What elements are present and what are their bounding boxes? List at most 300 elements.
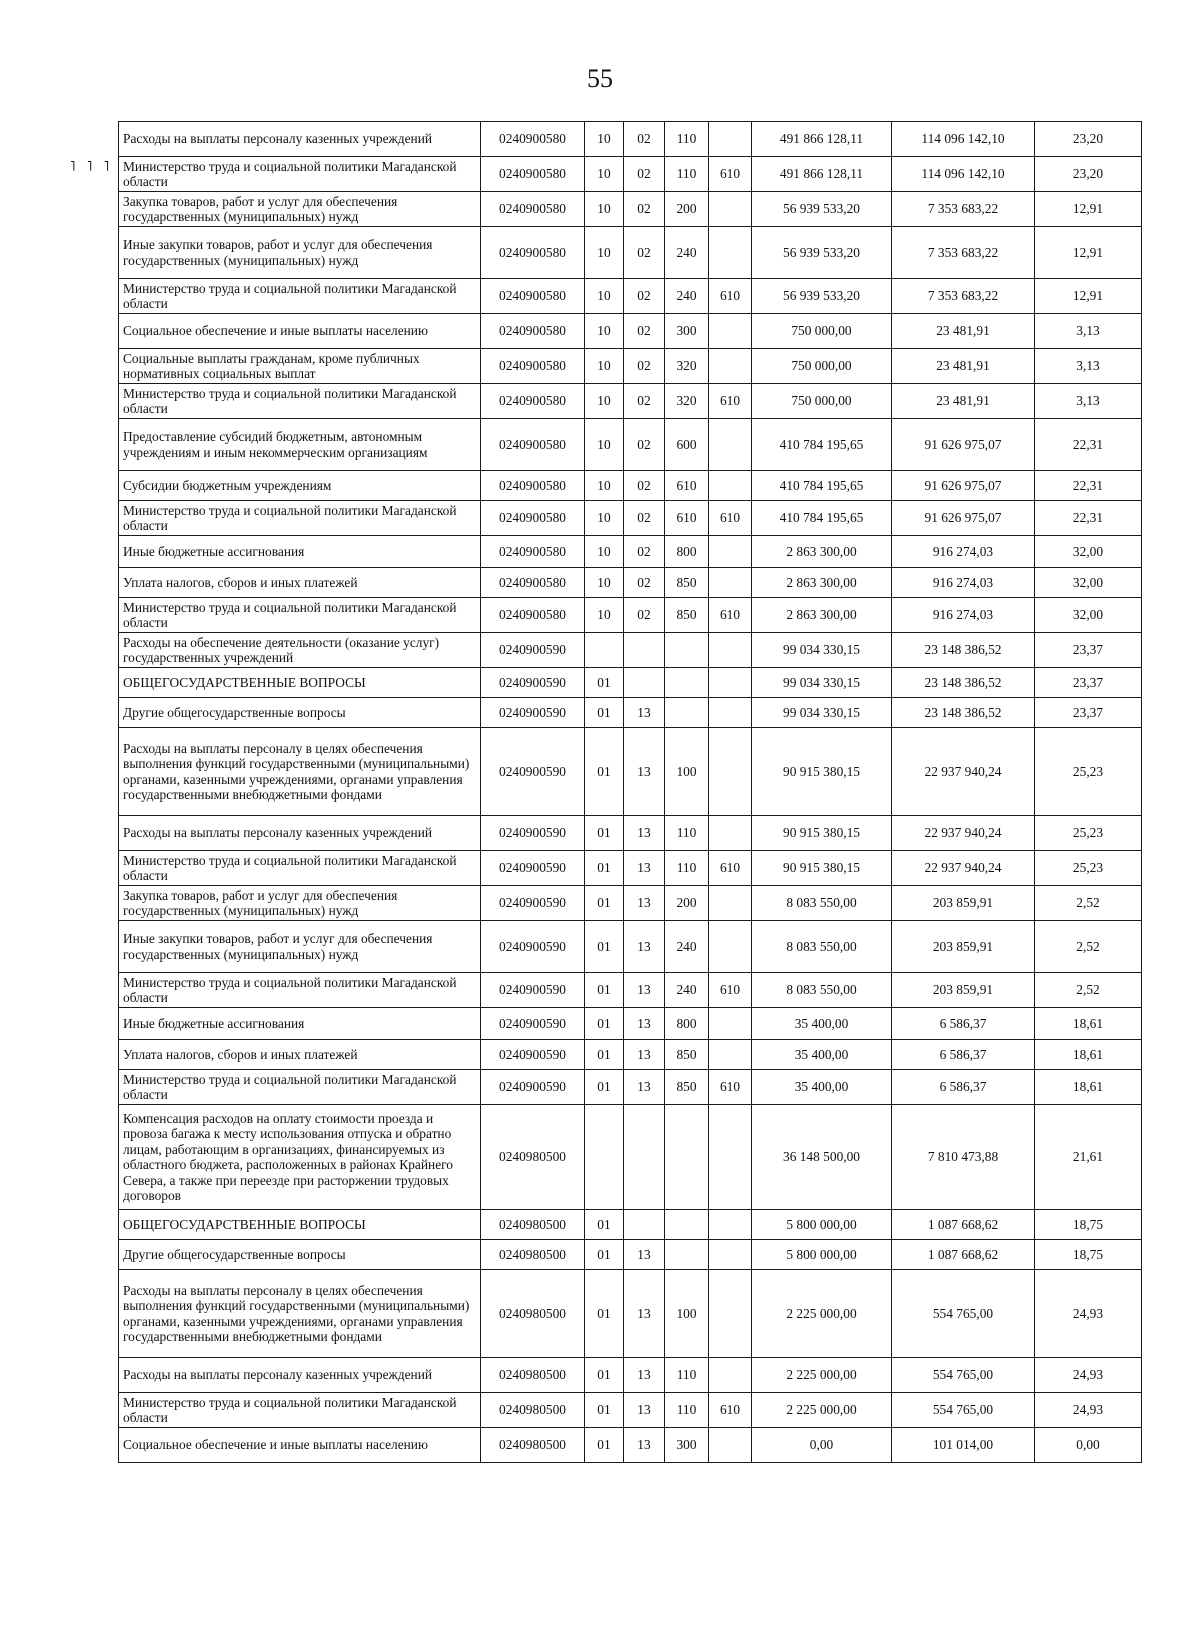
row-fact: 7 353 683,22 — [892, 192, 1035, 227]
row-name: Предоставление субсидий бюджетным, автономным учреждениям и иным некоммерческим организациям — [119, 419, 481, 471]
row-grbs: 610 — [709, 279, 752, 314]
row-section: 10 — [585, 471, 624, 501]
row-expense-type — [665, 668, 709, 698]
row-fact: 23 148 386,52 — [892, 698, 1035, 728]
row-section — [585, 1105, 624, 1210]
row-name: Иные закупки товаров, работ и услуг для обеспечения государственных (муниципальных) нужд — [119, 921, 481, 973]
table-row — [119, 1358, 1142, 1393]
row-name: Иные бюджетные ассигнования — [119, 536, 481, 568]
row-grbs — [709, 1270, 752, 1358]
row-section: 01 — [585, 816, 624, 851]
row-code: 0240900580 — [481, 192, 585, 227]
row-fact: 7 353 683,22 — [892, 279, 1035, 314]
row-code: 0240980500 — [481, 1358, 585, 1393]
row-plan: 35 400,00 — [752, 1070, 892, 1105]
row-section: 10 — [585, 227, 624, 279]
row-section: 01 — [585, 851, 624, 886]
row-code: 0240900580 — [481, 568, 585, 598]
row-fact: 554 765,00 — [892, 1358, 1035, 1393]
row-code: 0240900580 — [481, 349, 585, 384]
row-fact: 203 859,91 — [892, 973, 1035, 1008]
row-plan: 56 939 533,20 — [752, 192, 892, 227]
table-row — [119, 568, 1142, 598]
table-row — [119, 1105, 1142, 1210]
row-grbs — [709, 1040, 752, 1070]
table-row — [119, 1008, 1142, 1040]
row-subsection: 02 — [624, 501, 665, 536]
row-plan: 750 000,00 — [752, 349, 892, 384]
table-row — [119, 598, 1142, 633]
row-plan: 8 083 550,00 — [752, 886, 892, 921]
row-expense-type: 800 — [665, 1008, 709, 1040]
row-fact: 23 148 386,52 — [892, 633, 1035, 668]
row-fact: 6 586,37 — [892, 1070, 1035, 1105]
table-row — [119, 122, 1142, 157]
row-percent: 2,52 — [1035, 886, 1142, 921]
row-grbs: 610 — [709, 1070, 752, 1105]
table-row — [119, 192, 1142, 227]
row-code: 0240900580 — [481, 598, 585, 633]
row-percent: 24,93 — [1035, 1270, 1142, 1358]
table-row — [119, 973, 1142, 1008]
row-expense-type: 240 — [665, 279, 709, 314]
row-fact: 203 859,91 — [892, 886, 1035, 921]
row-code: 0240900590 — [481, 921, 585, 973]
row-fact: 22 937 940,24 — [892, 816, 1035, 851]
row-section: 01 — [585, 886, 624, 921]
row-name: Уплата налогов, сборов и иных платежей — [119, 568, 481, 598]
row-plan: 491 866 128,11 — [752, 122, 892, 157]
row-grbs: 610 — [709, 501, 752, 536]
row-grbs — [709, 1428, 752, 1463]
row-code: 0240900590 — [481, 698, 585, 728]
row-section: 01 — [585, 1393, 624, 1428]
row-plan: 90 915 380,15 — [752, 851, 892, 886]
row-section: 10 — [585, 157, 624, 192]
row-code: 0240980500 — [481, 1428, 585, 1463]
row-expense-type: 240 — [665, 227, 709, 279]
row-name: Министерство труда и социальной политики Магаданской области — [119, 1070, 481, 1105]
row-plan: 35 400,00 — [752, 1040, 892, 1070]
row-percent: 12,91 — [1035, 192, 1142, 227]
row-fact: 916 274,03 — [892, 598, 1035, 633]
row-subsection: 13 — [624, 851, 665, 886]
row-grbs — [709, 349, 752, 384]
row-grbs: 610 — [709, 851, 752, 886]
row-fact: 91 626 975,07 — [892, 419, 1035, 471]
row-section: 01 — [585, 1210, 624, 1240]
row-fact: 7 810 473,88 — [892, 1105, 1035, 1210]
row-grbs — [709, 568, 752, 598]
row-name: Расходы на выплаты персоналу в целях обеспечения выполнения функций государственными (муниципальными) органами, казенными учреждениями, органами управления государственными внебюджетными фондами — [119, 1270, 481, 1358]
row-expense-type — [665, 1105, 709, 1210]
row-plan: 99 034 330,15 — [752, 698, 892, 728]
row-plan: 750 000,00 — [752, 314, 892, 349]
row-expense-type — [665, 1240, 709, 1270]
row-grbs — [709, 536, 752, 568]
row-section: 10 — [585, 598, 624, 633]
row-expense-type: 110 — [665, 122, 709, 157]
row-subsection: 13 — [624, 728, 665, 816]
row-percent: 25,23 — [1035, 728, 1142, 816]
row-grbs — [709, 192, 752, 227]
row-fact: 916 274,03 — [892, 536, 1035, 568]
row-subsection: 13 — [624, 698, 665, 728]
table-row — [119, 384, 1142, 419]
row-section — [585, 633, 624, 668]
row-subsection — [624, 668, 665, 698]
row-plan: 2 225 000,00 — [752, 1393, 892, 1428]
row-plan: 90 915 380,15 — [752, 816, 892, 851]
row-section: 10 — [585, 349, 624, 384]
row-name: Иные бюджетные ассигнования — [119, 1008, 481, 1040]
row-plan: 5 800 000,00 — [752, 1240, 892, 1270]
row-expense-type: 300 — [665, 1428, 709, 1463]
row-code: 0240900590 — [481, 851, 585, 886]
row-expense-type: 200 — [665, 192, 709, 227]
row-plan: 90 915 380,15 — [752, 728, 892, 816]
row-percent: 22,31 — [1035, 471, 1142, 501]
row-code: 0240900590 — [481, 1008, 585, 1040]
table-row — [119, 851, 1142, 886]
row-subsection: 02 — [624, 349, 665, 384]
row-code: 0240900590 — [481, 728, 585, 816]
row-fact: 1 087 668,62 — [892, 1210, 1035, 1240]
row-code: 0240900580 — [481, 501, 585, 536]
row-section: 01 — [585, 921, 624, 973]
row-expense-type: 600 — [665, 419, 709, 471]
row-fact: 7 353 683,22 — [892, 227, 1035, 279]
row-subsection: 02 — [624, 279, 665, 314]
row-section: 01 — [585, 1008, 624, 1040]
row-name: Социальные выплаты гражданам, кроме публичных нормативных социальных выплат — [119, 349, 481, 384]
table-row — [119, 536, 1142, 568]
row-code: 0240900590 — [481, 1070, 585, 1105]
row-plan: 36 148 500,00 — [752, 1105, 892, 1210]
row-section: 10 — [585, 384, 624, 419]
table-row — [119, 227, 1142, 279]
budget-table — [118, 121, 1142, 1463]
row-percent: 18,61 — [1035, 1008, 1142, 1040]
row-section: 01 — [585, 1040, 624, 1070]
table-row — [119, 349, 1142, 384]
row-grbs — [709, 314, 752, 349]
row-expense-type: 110 — [665, 157, 709, 192]
row-plan: 410 784 195,65 — [752, 471, 892, 501]
row-fact: 554 765,00 — [892, 1393, 1035, 1428]
row-grbs — [709, 698, 752, 728]
row-name: Министерство труда и социальной политики Магаданской области — [119, 157, 481, 192]
row-subsection: 13 — [624, 1240, 665, 1270]
row-name: Закупка товаров, работ и услуг для обеспечения государственных (муниципальных) нужд — [119, 192, 481, 227]
row-percent: 32,00 — [1035, 568, 1142, 598]
row-name: Субсидии бюджетным учреждениям — [119, 471, 481, 501]
row-section: 10 — [585, 279, 624, 314]
row-grbs — [709, 728, 752, 816]
row-fact: 22 937 940,24 — [892, 851, 1035, 886]
row-expense-type: 110 — [665, 851, 709, 886]
row-grbs — [709, 419, 752, 471]
row-fact: 114 096 142,10 — [892, 122, 1035, 157]
row-expense-type — [665, 698, 709, 728]
row-plan: 99 034 330,15 — [752, 668, 892, 698]
row-percent: 23,20 — [1035, 157, 1142, 192]
row-percent: 12,91 — [1035, 227, 1142, 279]
table-row — [119, 1040, 1142, 1070]
row-plan: 56 939 533,20 — [752, 279, 892, 314]
row-fact: 114 096 142,10 — [892, 157, 1035, 192]
table-row — [119, 1270, 1142, 1358]
page-number: 55 — [587, 64, 613, 93]
row-subsection: 02 — [624, 157, 665, 192]
table-row — [119, 314, 1142, 349]
row-percent: 18,75 — [1035, 1210, 1142, 1240]
row-grbs: 610 — [709, 1393, 752, 1428]
row-expense-type: 850 — [665, 568, 709, 598]
row-code: 0240900580 — [481, 279, 585, 314]
margin-mark: ˥ ˥ ˥ — [70, 160, 114, 175]
row-percent: 3,13 — [1035, 384, 1142, 419]
row-grbs — [709, 1358, 752, 1393]
row-percent: 24,93 — [1035, 1358, 1142, 1393]
row-subsection: 13 — [624, 921, 665, 973]
row-percent: 23,20 — [1035, 122, 1142, 157]
table-row — [119, 1070, 1142, 1105]
row-name: Социальное обеспечение и иные выплаты населению — [119, 1428, 481, 1463]
row-name: Закупка товаров, работ и услуг для обеспечения государственных (муниципальных) нужд — [119, 886, 481, 921]
row-grbs: 610 — [709, 157, 752, 192]
row-expense-type: 110 — [665, 1358, 709, 1393]
row-code: 0240900580 — [481, 384, 585, 419]
row-percent: 12,91 — [1035, 279, 1142, 314]
row-section: 10 — [585, 419, 624, 471]
row-code: 0240900590 — [481, 668, 585, 698]
row-code: 0240980500 — [481, 1105, 585, 1210]
table-row — [119, 471, 1142, 501]
row-code: 0240900580 — [481, 157, 585, 192]
row-percent: 22,31 — [1035, 419, 1142, 471]
row-expense-type: 240 — [665, 921, 709, 973]
row-code: 0240900580 — [481, 471, 585, 501]
row-percent: 32,00 — [1035, 536, 1142, 568]
table-row — [119, 157, 1142, 192]
row-section: 10 — [585, 192, 624, 227]
row-percent: 25,23 — [1035, 816, 1142, 851]
row-section: 10 — [585, 568, 624, 598]
row-section: 10 — [585, 314, 624, 349]
row-percent: 3,13 — [1035, 314, 1142, 349]
row-grbs — [709, 1210, 752, 1240]
table-row — [119, 698, 1142, 728]
row-section: 01 — [585, 698, 624, 728]
row-subsection: 13 — [624, 1040, 665, 1070]
row-subsection: 02 — [624, 227, 665, 279]
row-fact: 6 586,37 — [892, 1008, 1035, 1040]
row-expense-type: 320 — [665, 349, 709, 384]
row-code: 0240900590 — [481, 633, 585, 668]
row-plan: 8 083 550,00 — [752, 973, 892, 1008]
row-name: Министерство труда и социальной политики Магаданской области — [119, 384, 481, 419]
row-name: Министерство труда и социальной политики Магаданской области — [119, 973, 481, 1008]
row-fact: 91 626 975,07 — [892, 471, 1035, 501]
row-percent: 24,93 — [1035, 1393, 1142, 1428]
row-grbs — [709, 1105, 752, 1210]
row-subsection: 13 — [624, 1270, 665, 1358]
row-percent: 2,52 — [1035, 921, 1142, 973]
row-section: 10 — [585, 122, 624, 157]
row-expense-type — [665, 633, 709, 668]
row-subsection: 02 — [624, 419, 665, 471]
row-subsection: 13 — [624, 886, 665, 921]
row-name: Расходы на выплаты персоналу казенных учреждений — [119, 122, 481, 157]
row-percent: 2,52 — [1035, 973, 1142, 1008]
row-percent: 18,61 — [1035, 1070, 1142, 1105]
row-subsection: 13 — [624, 1393, 665, 1428]
row-name: Министерство труда и социальной политики Магаданской области — [119, 598, 481, 633]
row-expense-type: 110 — [665, 1393, 709, 1428]
row-code: 0240980500 — [481, 1270, 585, 1358]
row-subsection: 13 — [624, 1070, 665, 1105]
row-fact: 101 014,00 — [892, 1428, 1035, 1463]
row-percent: 18,75 — [1035, 1240, 1142, 1270]
row-subsection: 13 — [624, 973, 665, 1008]
row-subsection: 02 — [624, 568, 665, 598]
row-subsection: 02 — [624, 384, 665, 419]
row-grbs — [709, 227, 752, 279]
row-name: ОБЩЕГОСУДАРСТВЕННЫЕ ВОПРОСЫ — [119, 1210, 481, 1240]
row-code: 0240900580 — [481, 227, 585, 279]
row-subsection: 02 — [624, 471, 665, 501]
row-code: 0240900590 — [481, 886, 585, 921]
row-subsection: 13 — [624, 816, 665, 851]
row-name: Расходы на выплаты персоналу казенных учреждений — [119, 816, 481, 851]
row-expense-type: 850 — [665, 1040, 709, 1070]
row-percent: 21,61 — [1035, 1105, 1142, 1210]
row-section: 01 — [585, 728, 624, 816]
row-plan: 410 784 195,65 — [752, 501, 892, 536]
row-grbs — [709, 921, 752, 973]
row-section: 01 — [585, 1240, 624, 1270]
row-fact: 554 765,00 — [892, 1270, 1035, 1358]
table-row — [119, 633, 1142, 668]
row-name: Социальное обеспечение и иные выплаты населению — [119, 314, 481, 349]
row-plan: 491 866 128,11 — [752, 157, 892, 192]
table-row — [119, 668, 1142, 698]
row-fact: 23 481,91 — [892, 314, 1035, 349]
row-fact: 23 481,91 — [892, 349, 1035, 384]
row-grbs: 610 — [709, 384, 752, 419]
row-expense-type: 100 — [665, 1270, 709, 1358]
row-grbs — [709, 122, 752, 157]
row-fact: 91 626 975,07 — [892, 501, 1035, 536]
row-name: Министерство труда и социальной политики Магаданской области — [119, 851, 481, 886]
row-subsection: 02 — [624, 192, 665, 227]
row-percent: 23,37 — [1035, 668, 1142, 698]
table-row — [119, 419, 1142, 471]
row-grbs — [709, 471, 752, 501]
row-percent: 25,23 — [1035, 851, 1142, 886]
row-subsection: 02 — [624, 122, 665, 157]
row-section: 01 — [585, 1428, 624, 1463]
row-code: 0240900590 — [481, 973, 585, 1008]
row-plan: 99 034 330,15 — [752, 633, 892, 668]
row-code: 0240900580 — [481, 314, 585, 349]
row-section: 01 — [585, 1358, 624, 1393]
row-percent: 0,00 — [1035, 1428, 1142, 1463]
row-plan: 750 000,00 — [752, 384, 892, 419]
row-name: Расходы на выплаты персоналу казенных учреждений — [119, 1358, 481, 1393]
row-code: 0240900590 — [481, 1040, 585, 1070]
row-code: 0240980500 — [481, 1240, 585, 1270]
row-fact: 23 481,91 — [892, 384, 1035, 419]
table-row — [119, 886, 1142, 921]
row-plan: 8 083 550,00 — [752, 921, 892, 973]
row-percent: 22,31 — [1035, 501, 1142, 536]
row-plan: 35 400,00 — [752, 1008, 892, 1040]
row-subsection: 02 — [624, 598, 665, 633]
row-name: Компенсация расходов на оплату стоимости проезда и провоза багажа к месту использования отпуска и обратно лицам, работающим в организациях, финансируемых из областного бюджета, расположенных в районах Крайнего Севера, а также при переезде при расторжении трудовых договоров — [119, 1105, 481, 1210]
row-expense-type: 100 — [665, 728, 709, 816]
table-row — [119, 1393, 1142, 1428]
table-row — [119, 1240, 1142, 1270]
row-code: 0240900590 — [481, 816, 585, 851]
row-plan: 2 225 000,00 — [752, 1358, 892, 1393]
row-grbs — [709, 668, 752, 698]
row-section: 10 — [585, 501, 624, 536]
row-subsection — [624, 1210, 665, 1240]
row-expense-type — [665, 1210, 709, 1240]
row-grbs — [709, 1008, 752, 1040]
row-subsection: 02 — [624, 314, 665, 349]
row-plan: 56 939 533,20 — [752, 227, 892, 279]
table-row — [119, 279, 1142, 314]
row-subsection: 13 — [624, 1008, 665, 1040]
row-name: Расходы на обеспечение деятельности (оказание услуг) государственных учреждений — [119, 633, 481, 668]
row-percent: 32,00 — [1035, 598, 1142, 633]
row-grbs — [709, 1240, 752, 1270]
row-plan: 0,00 — [752, 1428, 892, 1463]
row-code: 0240980500 — [481, 1210, 585, 1240]
row-plan: 2 863 300,00 — [752, 598, 892, 633]
row-expense-type: 610 — [665, 471, 709, 501]
row-grbs — [709, 886, 752, 921]
row-fact: 1 087 668,62 — [892, 1240, 1035, 1270]
row-grbs: 610 — [709, 598, 752, 633]
row-subsection — [624, 633, 665, 668]
row-name: Другие общегосударственные вопросы — [119, 1240, 481, 1270]
row-code: 0240900580 — [481, 122, 585, 157]
row-grbs — [709, 633, 752, 668]
row-fact: 203 859,91 — [892, 921, 1035, 973]
row-section: 01 — [585, 973, 624, 1008]
table-row — [119, 921, 1142, 973]
table-row — [119, 728, 1142, 816]
row-fact: 22 937 940,24 — [892, 728, 1035, 816]
row-plan: 410 784 195,65 — [752, 419, 892, 471]
row-expense-type: 300 — [665, 314, 709, 349]
row-name: Расходы на выплаты персоналу в целях обеспечения выполнения функций государственными (муниципальными) органами, казенными учреждениями, органами управления государственными внебюджетными фондами — [119, 728, 481, 816]
row-expense-type: 850 — [665, 598, 709, 633]
row-subsection — [624, 1105, 665, 1210]
row-percent: 3,13 — [1035, 349, 1142, 384]
row-name: Министерство труда и социальной политики Магаданской области — [119, 279, 481, 314]
row-name: Министерство труда и социальной политики Магаданской области — [119, 501, 481, 536]
table-body — [119, 122, 1142, 1463]
table-row — [119, 816, 1142, 851]
row-percent: 23,37 — [1035, 698, 1142, 728]
row-section: 10 — [585, 536, 624, 568]
row-name: Другие общегосударственные вопросы — [119, 698, 481, 728]
